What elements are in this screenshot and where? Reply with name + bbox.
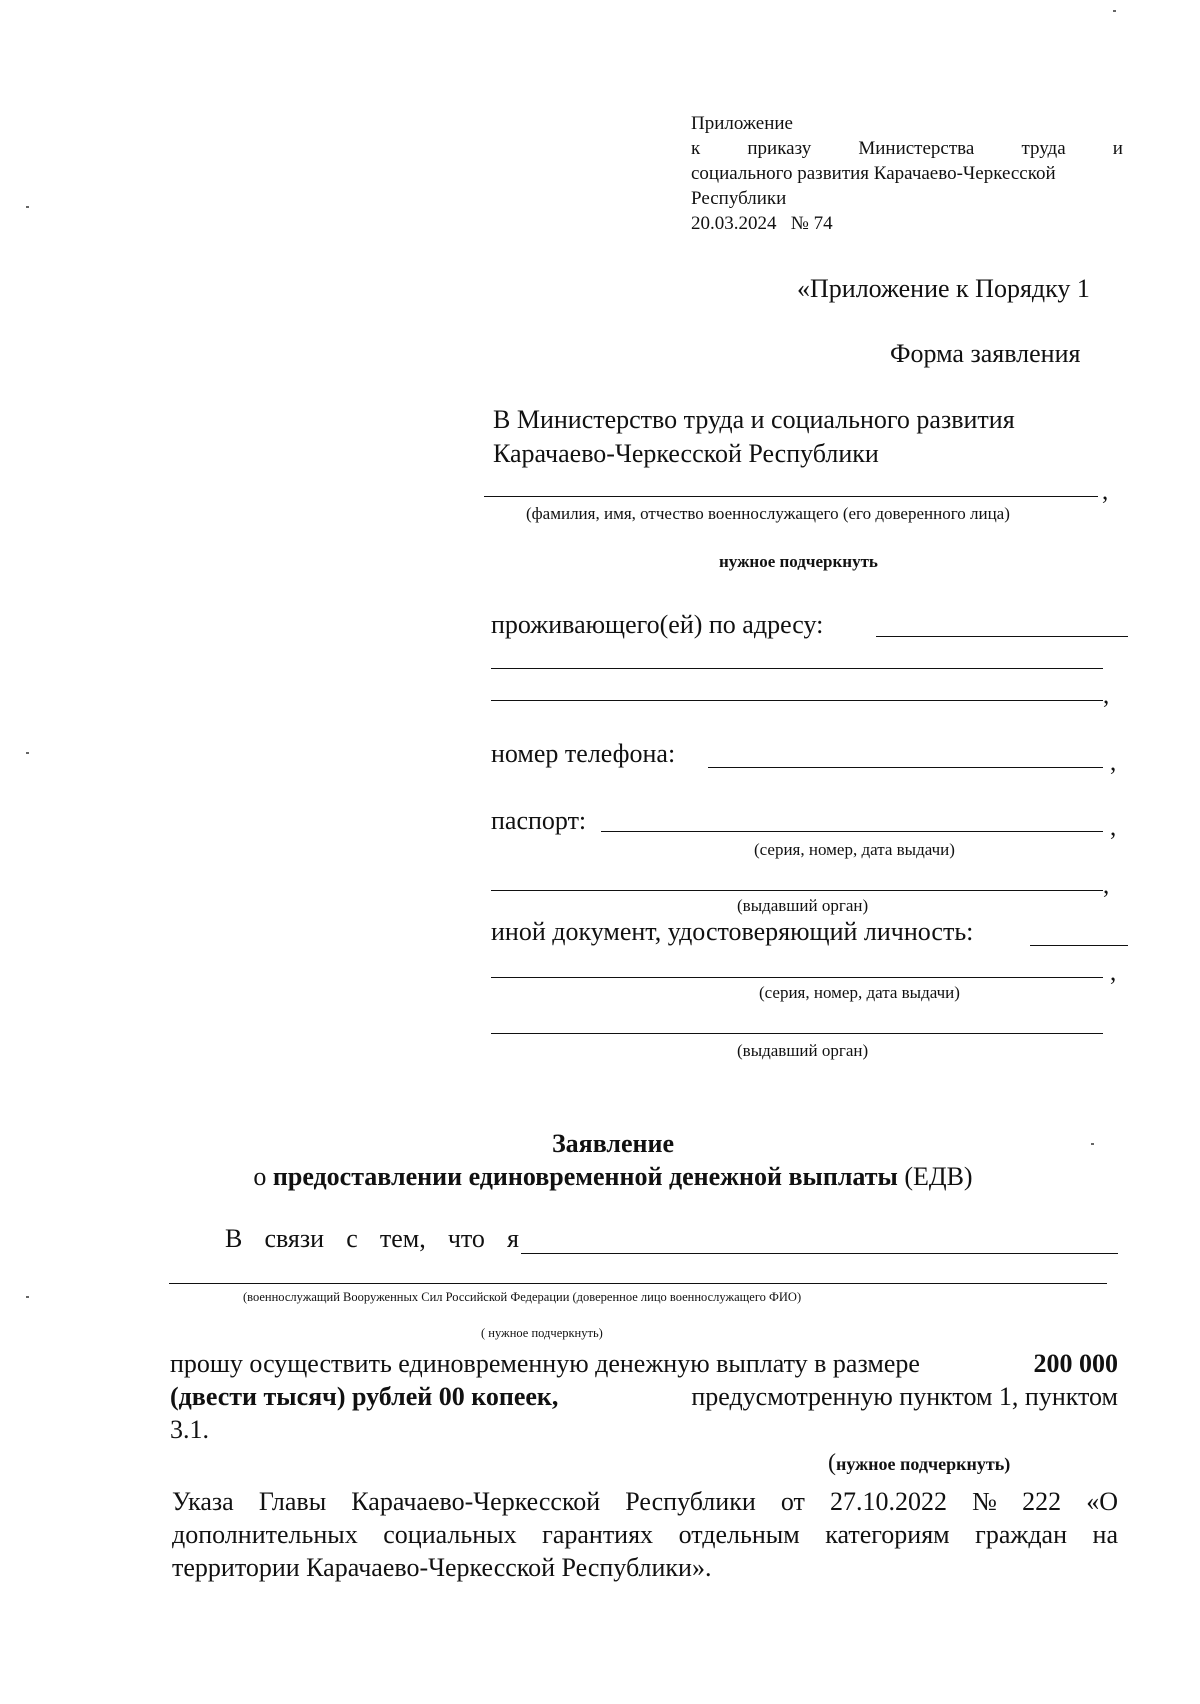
passport-issuer-caption: (выдавший орган) — [737, 896, 869, 915]
passport-field-line[interactable] — [601, 831, 1103, 832]
other-document-comma: , — [1110, 959, 1117, 986]
decree-line-3: территории Карачаево-Черкесской Республики». — [172, 1553, 712, 1582]
appendix-order-line: к приказу Министерства труда и — [691, 138, 1123, 159]
passport-comma: , — [1110, 814, 1117, 841]
passport-label: паспорт: — [491, 806, 587, 835]
request-paragraph — [170, 1347, 1118, 1446]
payment-amount-words: (двести тысяч) рублей 00 копеек, — [170, 1382, 559, 1411]
decree-paragraph — [172, 1485, 1118, 1584]
fio-field-line[interactable] — [484, 496, 1098, 497]
points-note: (нужное подчеркнуть) — [828, 1450, 1011, 1476]
request-line-2: (двести тысяч) рублей 00 копеек, предусмотренную пунктом 1, пунктом — [170, 1382, 1118, 1411]
passport-issuer-field-line[interactable] — [491, 890, 1103, 891]
scan-speck — [26, 752, 29, 754]
statement-subtitle: о предоставлении единовременной денежной выплаты (ЕДВ) — [253, 1162, 973, 1191]
other-document-field-line-1[interactable] — [1030, 945, 1128, 946]
address-comma: , — [1103, 682, 1110, 709]
phone-field-line[interactable] — [708, 767, 1103, 768]
address-label: проживающего(ей) по адресу: — [491, 610, 824, 639]
payment-amount: 200 000 — [1033, 1349, 1118, 1378]
addressee-line-2: Карачаево-Черкесской Республики — [493, 439, 879, 468]
phone-label: номер телефона: — [491, 739, 676, 768]
appendix-ministry-line: социального развития Карачаево-Черкесской — [691, 163, 1056, 184]
other-issuer-field-line[interactable] — [491, 1033, 1103, 1034]
request-line-3: 3.1. — [170, 1415, 209, 1444]
phone-comma: , — [1110, 749, 1117, 776]
request-line-1: прошу осуществить единовременную денежную выплату в размере 200 000 — [170, 1349, 1118, 1378]
applicant-field-line-1[interactable] — [521, 1253, 1118, 1254]
scan-speck — [26, 1296, 29, 1298]
applicant-field-line-2[interactable] — [169, 1283, 1107, 1284]
address-field-line-1[interactable] — [876, 636, 1128, 637]
appendix-date-number — [691, 211, 1123, 236]
appendix-block — [691, 111, 1123, 236]
form-title: Форма заявления — [890, 339, 1081, 368]
applicant-caption: (военнослужащий Вооруженных Сил Российской Федерации (доверенное лицо военнослужащего ФИО) — [243, 1290, 802, 1304]
appendix-republic-line: Республики — [691, 188, 787, 209]
decree-line-1: Указа Главы Карачаево-Черкесской Республики от 27.10.2022 № 222 «О — [172, 1487, 1118, 1516]
statement-title: Заявление — [551, 1129, 675, 1158]
other-issuer-caption: (выдавший орган) — [737, 1041, 869, 1060]
decree-line-2: дополнительных социальных гарантиях отдельным категориям граждан на — [172, 1520, 1118, 1549]
other-document-label: иной документ, удостоверяющий личность: — [491, 917, 974, 946]
scan-speck — [26, 206, 29, 208]
address-field-line-2[interactable] — [491, 668, 1103, 669]
addressee-line-1: В Министерство труда и социального развития — [493, 405, 1015, 434]
scan-speck — [1113, 10, 1116, 12]
underline-note: нужное подчеркнуть — [719, 552, 878, 571]
scan-speck — [1091, 1143, 1094, 1145]
applicant-note: ( нужное подчеркнуть) — [481, 1326, 603, 1340]
address-field-line-3[interactable] — [491, 700, 1103, 701]
other-document-field-line-2[interactable] — [491, 977, 1103, 978]
passport-issuer-comma: , — [1103, 872, 1110, 899]
other-document-caption: (серия, номер, дата выдачи) — [759, 983, 960, 1002]
order-reference: «Приложение к Порядку 1 — [797, 274, 1090, 303]
appendix-date: 20.03.2024 — [691, 213, 777, 234]
appendix-title: Приложение — [691, 113, 793, 134]
statement-intro: В связи с тем, что я — [225, 1224, 519, 1253]
fio-caption: (фамилия, имя, отчество военнослужащего (его доверенного лица) — [526, 504, 1010, 523]
fio-comma: , — [1102, 478, 1109, 505]
appendix-number: № 74 — [790, 213, 833, 234]
passport-caption: (серия, номер, дата выдачи) — [754, 840, 955, 859]
